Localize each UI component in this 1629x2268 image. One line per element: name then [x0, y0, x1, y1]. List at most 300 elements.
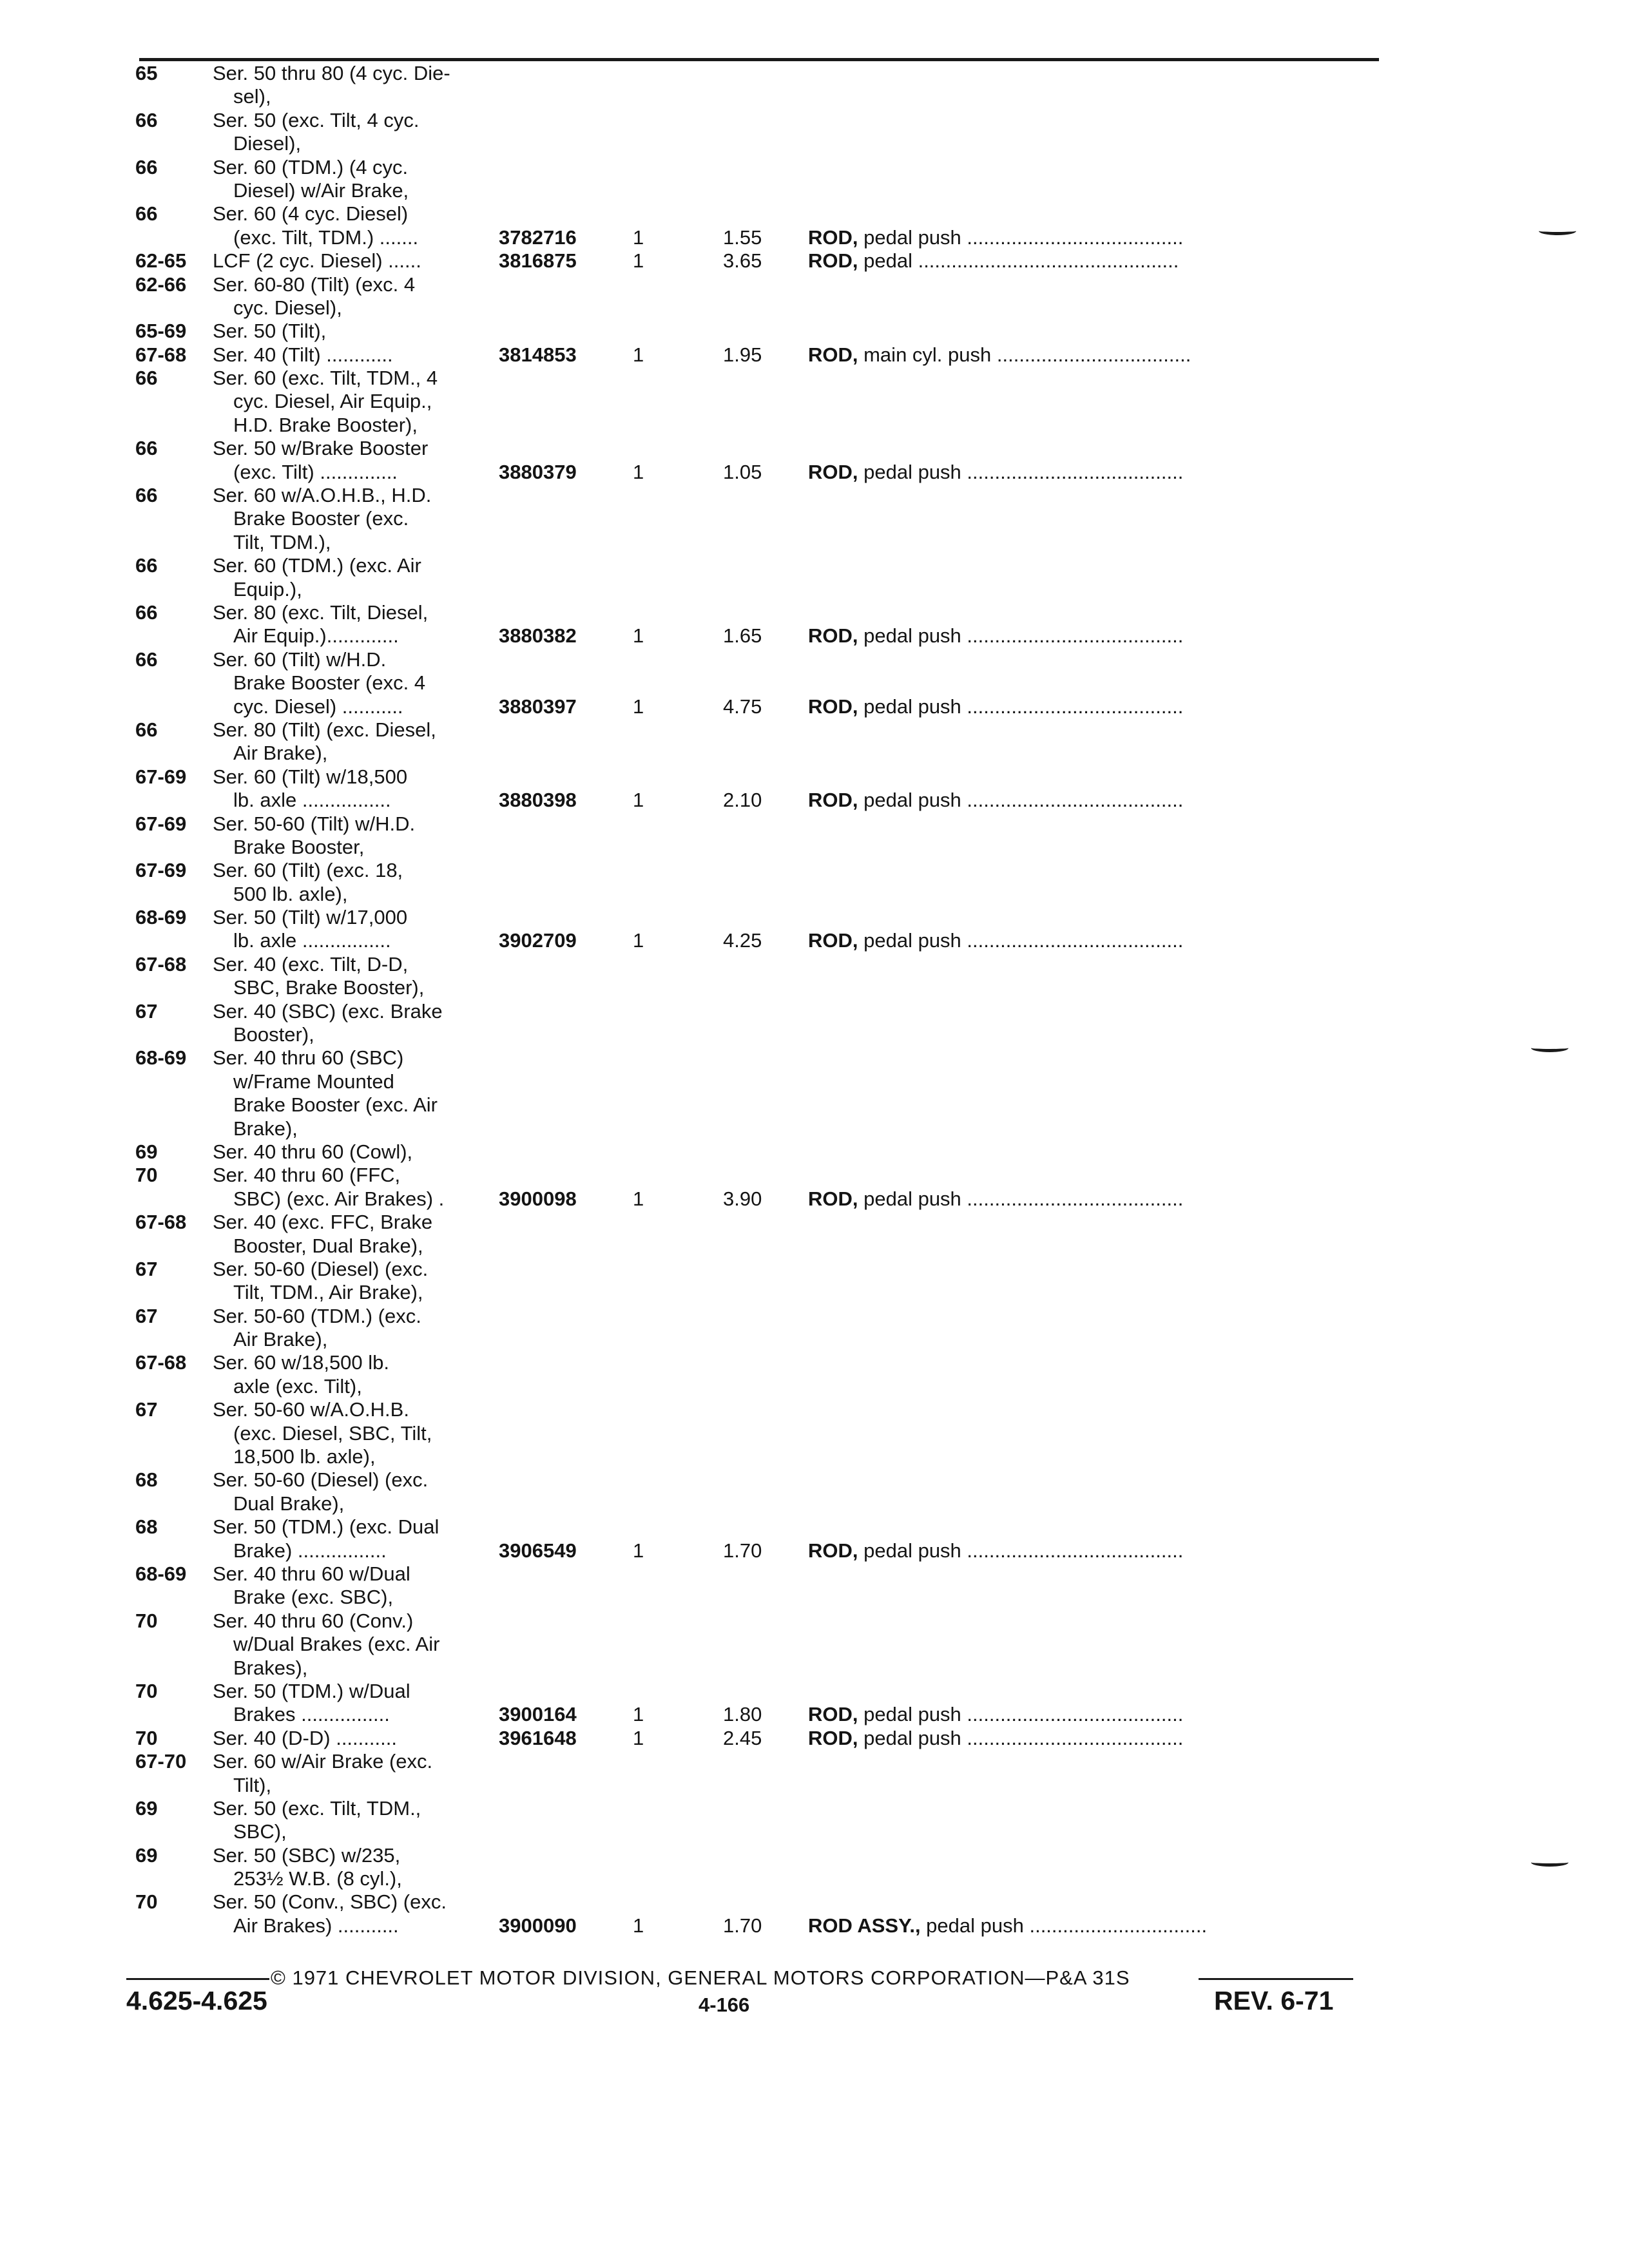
entry-line [135, 1774, 1424, 1797]
application-text: Ser. 50 (Tilt) w/17,000 [213, 906, 408, 929]
part-number: 3880397 [499, 695, 577, 718]
part-detail: main cyl. push ................................... [858, 343, 1191, 366]
application-text: (exc. Tilt, TDM.) ....... [233, 226, 419, 249]
part-type: ROD, [808, 1703, 858, 1726]
catalog-entry [135, 1844, 1424, 1891]
entry-line [135, 1375, 1424, 1398]
entry-line [135, 226, 1424, 249]
entry-line [135, 461, 1424, 484]
part-type: ROD, [808, 789, 858, 812]
catalog-entry [135, 1305, 1424, 1352]
copyright-line: © 1971 CHEVROLET MOTOR DIVISION, GENERAL MOTORS CORPORATION—P&A 31S [271, 1966, 1130, 1989]
quantity: 1 [633, 624, 644, 648]
list-price: 4.75 [723, 695, 762, 718]
part-detail: pedal push ....................................... [858, 695, 1184, 718]
quantity: 1 [633, 343, 644, 366]
part-type: ROD, [808, 624, 858, 648]
entry-line [135, 1703, 1424, 1726]
model-year: 66 [135, 367, 158, 390]
entry-line [135, 390, 1424, 413]
catalog-entry [135, 1398, 1424, 1468]
application-text: cyc. Diesel), [233, 296, 342, 319]
quantity: 1 [633, 789, 644, 812]
model-year: 67 [135, 999, 158, 1023]
entry-line [135, 132, 1424, 155]
entry-line [135, 1140, 1424, 1164]
part-type: ROD, [808, 1726, 858, 1749]
part-type: ROD, [808, 695, 858, 718]
part-description [808, 226, 1420, 249]
entry-line [135, 1398, 1424, 1421]
entry-line [135, 343, 1424, 367]
model-year: 69 [135, 1140, 158, 1163]
application-text: (exc. Tilt) .............. [233, 460, 398, 483]
part-number: 3880379 [499, 460, 577, 483]
application-text: Ser. 50-60 (Diesel) (exc. [213, 1257, 429, 1280]
model-year: 66 [135, 484, 158, 507]
entry-line [135, 1258, 1424, 1281]
part-description [808, 624, 1420, 648]
catalog-entry [135, 1211, 1424, 1258]
application-text: Equip.), [233, 577, 302, 601]
entry-line [135, 367, 1424, 390]
part-type: ROD, [808, 249, 858, 273]
entry-line [135, 1117, 1424, 1140]
catalog-entry [135, 1750, 1424, 1797]
entry-line [135, 85, 1424, 108]
model-year: 70 [135, 1164, 158, 1187]
entry-line [135, 812, 1424, 836]
entry-line [135, 1727, 1424, 1750]
catalog-entry [135, 906, 1424, 953]
entry-line [135, 1023, 1424, 1046]
part-type: ROD, [808, 1187, 858, 1210]
part-detail: pedal ............................................... [858, 249, 1179, 273]
catalog-entry [135, 859, 1424, 906]
catalog-entry [135, 437, 1424, 484]
entry-line [135, 1797, 1424, 1820]
model-year: 66 [135, 554, 158, 577]
entry-line [135, 1351, 1424, 1374]
application-text: Ser. 50-60 (TDM.) (exc. [213, 1304, 421, 1327]
model-year: 70 [135, 1679, 158, 1702]
application-text: Ser. 60 (TDM.) (4 cyc. [213, 155, 409, 178]
entry-line [135, 1328, 1424, 1351]
application-text: Ser. 60 w/18,500 lb. [213, 1351, 390, 1374]
model-year: 67-69 [135, 859, 187, 882]
entry-line [135, 953, 1424, 976]
model-year: 68-69 [135, 906, 187, 929]
entry-line [135, 718, 1424, 742]
application-text: cyc. Diesel) ........... [233, 695, 403, 718]
entry-line [135, 437, 1424, 460]
entry-line [135, 1539, 1424, 1562]
application-text: Ser. 50-60 (Diesel) (exc. [213, 1468, 429, 1492]
model-year: 68-69 [135, 1562, 187, 1585]
application-text: Tilt), [233, 1773, 272, 1796]
application-text: Ser. 80 (Tilt) (exc. Diesel, [213, 718, 436, 741]
model-year: 68 [135, 1515, 158, 1539]
list-price: 1.95 [723, 343, 762, 366]
footer-rule-left [126, 1978, 269, 1980]
part-number: 3900090 [499, 1914, 577, 1937]
model-year: 68-69 [135, 1046, 187, 1070]
application-text: Ser. 40 (Tilt) ............ [213, 343, 393, 366]
list-price: 1.70 [723, 1539, 762, 1562]
catalog-entry [135, 1046, 1424, 1140]
application-text: SBC) (exc. Air Brakes) . [233, 1187, 445, 1210]
application-text: lb. axle ................ [233, 789, 391, 812]
application-text: 500 lb. axle), [233, 882, 348, 905]
part-description [808, 1914, 1420, 1937]
entry-line [135, 484, 1424, 507]
model-year: 67-69 [135, 812, 187, 835]
parts-catalog [135, 62, 1424, 1937]
quantity: 1 [633, 929, 644, 952]
application-text: Ser. 50 thru 80 (4 cyc. Die- [213, 62, 450, 84]
model-year: 65-69 [135, 320, 187, 343]
application-text: Brakes ................ [233, 1703, 390, 1726]
part-description [808, 695, 1420, 718]
entry-line [135, 765, 1424, 789]
part-type: ROD, [808, 226, 858, 249]
list-price: 1.70 [723, 1914, 762, 1937]
quantity: 1 [633, 1914, 644, 1937]
entry-line [135, 1750, 1424, 1773]
list-price: 1.80 [723, 1703, 762, 1726]
binding-mark [1531, 1044, 1568, 1052]
application-text: Ser. 60 w/A.O.H.B., H.D. [213, 484, 432, 507]
entry-line [135, 1093, 1424, 1117]
part-type: ROD, [808, 929, 858, 952]
quantity: 1 [633, 226, 644, 249]
model-year: 67-68 [135, 1211, 187, 1234]
entry-line [135, 1000, 1424, 1023]
entry-line [135, 1610, 1424, 1633]
part-description [808, 789, 1420, 812]
application-text: (exc. Diesel, SBC, Tilt, [233, 1421, 432, 1445]
part-number: 3816875 [499, 249, 577, 273]
entry-line [135, 273, 1424, 296]
application-text: Air Brakes) ........... [233, 1914, 399, 1937]
part-description [808, 1727, 1420, 1750]
quantity: 1 [633, 1703, 644, 1726]
catalog-entry [135, 1727, 1424, 1750]
catalog-entry [135, 718, 1424, 765]
application-text: Brake Booster (exc. Air [233, 1093, 438, 1117]
entry-line [135, 1844, 1424, 1867]
top-rule [139, 58, 1379, 61]
application-text: Air Brake), [233, 742, 328, 765]
model-year: 70 [135, 1890, 158, 1914]
application-text: Ser. 60 (TDM.) (exc. Air [213, 554, 421, 577]
catalog-entry [135, 484, 1424, 554]
quantity: 1 [633, 249, 644, 273]
model-year: 67-68 [135, 1351, 187, 1374]
application-text: Ser. 50 (Tilt), [213, 320, 327, 343]
application-text: H.D. Brake Booster), [233, 413, 418, 436]
application-text: Ser. 50 (TDM.) (exc. Dual [213, 1515, 439, 1539]
entry-line [135, 414, 1424, 437]
application-text: Ser. 50 (exc. Tilt, TDM., [213, 1796, 421, 1820]
catalog-entry [135, 156, 1424, 203]
entry-line [135, 1914, 1424, 1937]
entry-line [135, 1680, 1424, 1703]
application-text: Ser. 80 (exc. Tilt, Diesel, [213, 601, 429, 624]
application-text: Ser. 60 (exc. Tilt, TDM., 4 [213, 367, 438, 390]
catalog-entry [135, 343, 1424, 367]
entry-line [135, 249, 1424, 273]
entry-line [135, 179, 1424, 202]
part-detail: pedal push ....................................... [858, 1539, 1184, 1562]
model-year: 67-68 [135, 952, 187, 975]
part-number: 3880382 [499, 624, 577, 648]
list-price: 3.65 [723, 249, 762, 273]
application-text: Booster, Dual Brake), [233, 1234, 423, 1257]
entry-line [135, 1867, 1424, 1890]
quantity: 1 [633, 1539, 644, 1562]
catalog-entry [135, 1890, 1424, 1937]
catalog-entry [135, 1562, 1424, 1610]
part-detail: pedal push ....................................... [858, 1703, 1184, 1726]
part-type: ROD ASSY., [808, 1914, 921, 1937]
catalog-entry [135, 202, 1424, 249]
part-description [808, 1703, 1420, 1726]
application-text: Ser. 50 (Conv., SBC) (exc. [213, 1890, 447, 1914]
model-year: 67-69 [135, 765, 187, 788]
application-text: 253½ W.B. (8 cyl.), [233, 1867, 402, 1890]
application-text: LCF (2 cyc. Diesel) ...... [213, 249, 421, 273]
part-number: 3900098 [499, 1187, 577, 1210]
model-year: 65 [135, 62, 158, 84]
page-number: 4-166 [699, 1994, 750, 2016]
catalog-entry [135, 1680, 1424, 1727]
catalog-entry [135, 601, 1424, 648]
entry-line [135, 1820, 1424, 1843]
model-year: 66 [135, 601, 158, 624]
application-text: Ser. 60-80 (Tilt) (exc. 4 [213, 273, 416, 296]
model-year: 66 [135, 718, 158, 741]
application-text: 18,500 lb. axle), [233, 1445, 376, 1468]
catalog-reference: 4.625-4.625 [126, 1986, 267, 2015]
application-text: Booster), [233, 1023, 314, 1046]
list-price: 3.90 [723, 1187, 762, 1210]
part-type: ROD, [808, 343, 858, 366]
catalog-entry [135, 648, 1424, 718]
part-number: 3782716 [499, 226, 577, 249]
entry-line [135, 859, 1424, 882]
entry-line [135, 883, 1424, 906]
entry-line [135, 62, 1424, 85]
entry-line [135, 1305, 1424, 1328]
application-text: Ser. 40 thru 60 w/Dual [213, 1562, 410, 1585]
entry-line [135, 1046, 1424, 1070]
model-year: 62-65 [135, 249, 187, 273]
entry-line [135, 1445, 1424, 1468]
part-detail: pedal push ....................................... [858, 460, 1184, 483]
catalog-entry [135, 109, 1424, 156]
entry-line [135, 1211, 1424, 1234]
entry-line [135, 578, 1424, 601]
application-text: Brake), [233, 1117, 298, 1140]
catalog-entry [135, 953, 1424, 1000]
application-text: Tilt, TDM.), [233, 530, 331, 553]
entry-line [135, 507, 1424, 530]
application-text: Tilt, TDM., Air Brake), [233, 1281, 423, 1304]
application-text: Brake (exc. SBC), [233, 1586, 394, 1609]
list-price: 4.25 [723, 929, 762, 952]
application-text: Ser. 40 thru 60 (Cowl), [213, 1140, 413, 1163]
catalog-entry [135, 367, 1424, 437]
application-text: Ser. 40 thru 60 (Conv.) [213, 1609, 414, 1632]
application-text: axle (exc. Tilt), [233, 1374, 362, 1398]
entry-line [135, 156, 1424, 179]
quantity: 1 [633, 1726, 644, 1749]
entry-line [135, 742, 1424, 765]
entry-line [135, 1515, 1424, 1539]
entry-line [135, 695, 1424, 718]
application-text: Brake Booster, [233, 835, 365, 858]
model-year: 67 [135, 1398, 158, 1421]
application-text: Air Brake), [233, 1328, 328, 1351]
list-price: 1.05 [723, 460, 762, 483]
application-text: Ser. 60 w/Air Brake (exc. [213, 1750, 433, 1773]
catalog-entry [135, 554, 1424, 601]
entry-line [135, 836, 1424, 859]
application-text: Ser. 50-60 (Tilt) w/H.D. [213, 812, 416, 835]
application-text: Ser. 40 (SBC) (exc. Brake [213, 999, 443, 1023]
part-description [808, 929, 1420, 952]
application-text: Brake) ................ [233, 1539, 387, 1562]
part-number: 3880398 [499, 789, 577, 812]
catalog-entry [135, 1797, 1424, 1844]
part-detail: pedal push ....................................... [858, 226, 1184, 249]
application-text: Ser. 40 (D-D) ........... [213, 1726, 397, 1749]
list-price: 1.65 [723, 624, 762, 648]
part-description [808, 249, 1420, 273]
part-detail: pedal push ....................................... [858, 789, 1184, 812]
application-text: Ser. 60 (4 cyc. Diesel) [213, 202, 409, 226]
entry-line [135, 202, 1424, 226]
model-year: 68 [135, 1468, 158, 1492]
quantity: 1 [633, 1187, 644, 1210]
application-text: Brake Booster (exc. 4 [233, 671, 426, 695]
part-description [808, 343, 1420, 367]
entry-line [135, 1657, 1424, 1680]
entry-line [135, 1586, 1424, 1609]
quantity: 1 [633, 695, 644, 718]
entry-line [135, 296, 1424, 320]
catalog-entry [135, 273, 1424, 320]
catalog-entry [135, 1258, 1424, 1305]
application-text: Ser. 40 thru 60 (SBC) [213, 1046, 404, 1070]
part-detail: pedal push ....................................... [858, 624, 1184, 648]
application-text: Ser. 60 (Tilt) w/H.D. [213, 648, 387, 671]
entry-line [135, 531, 1424, 554]
model-year: 66 [135, 202, 158, 226]
entry-line [135, 554, 1424, 577]
model-year: 66 [135, 108, 158, 131]
entry-line [135, 1187, 1424, 1211]
entry-line [135, 109, 1424, 132]
part-type: ROD, [808, 1539, 858, 1562]
application-text: cyc. Diesel, Air Equip., [233, 390, 432, 413]
entry-line [135, 624, 1424, 648]
catalog-entry [135, 1610, 1424, 1680]
application-text: w/Frame Mounted [233, 1070, 394, 1093]
entry-line [135, 1281, 1424, 1304]
entry-line [135, 929, 1424, 952]
entry-line [135, 320, 1424, 343]
list-price: 2.10 [723, 789, 762, 812]
application-text: Diesel), [233, 132, 302, 155]
part-description [808, 1539, 1420, 1562]
entry-line [135, 1562, 1424, 1586]
entry-line [135, 1468, 1424, 1492]
entry-line [135, 671, 1424, 695]
catalog-entry [135, 1140, 1424, 1164]
application-text: Ser. 50-60 w/A.O.H.B. [213, 1398, 409, 1421]
catalog-entry [135, 1000, 1424, 1047]
application-text: Brakes), [233, 1656, 308, 1679]
model-year: 66 [135, 155, 158, 178]
model-year: 69 [135, 1843, 158, 1867]
application-text: Air Equip.)............. [233, 624, 399, 648]
entry-line [135, 601, 1424, 624]
part-detail: pedal push ....................................... [858, 1187, 1184, 1210]
part-detail: pedal push ................................ [920, 1914, 1208, 1937]
catalog-entry [135, 1468, 1424, 1515]
application-text: Ser. 40 thru 60 (FFC, [213, 1164, 401, 1187]
binding-mark [1539, 227, 1576, 235]
application-text: Dual Brake), [233, 1492, 345, 1515]
entry-line [135, 1890, 1424, 1914]
application-text: Diesel) w/Air Brake, [233, 178, 409, 202]
model-year: 62-66 [135, 273, 187, 296]
model-year: 70 [135, 1726, 158, 1749]
catalog-entry [135, 1515, 1424, 1562]
application-text: Ser. 50 (exc. Tilt, 4 cyc. [213, 108, 419, 131]
part-detail: pedal push ....................................... [858, 929, 1184, 952]
part-number: 3900164 [499, 1703, 577, 1726]
entry-line [135, 648, 1424, 671]
entry-line [135, 906, 1424, 929]
application-text: Brake Booster (exc. [233, 507, 409, 530]
part-description [808, 461, 1420, 484]
part-number: 3814853 [499, 343, 577, 366]
footer-rule-right [1199, 1978, 1353, 1980]
model-year: 67 [135, 1304, 158, 1327]
entry-line [135, 1070, 1424, 1093]
binding-mark [1531, 1858, 1568, 1867]
application-text: Ser. 50 (SBC) w/235, [213, 1843, 401, 1867]
application-text: Ser. 60 (Tilt) w/18,500 [213, 765, 408, 788]
model-year: 67 [135, 1257, 158, 1280]
entry-line [135, 1164, 1424, 1187]
application-text: Ser. 60 (Tilt) (exc. 18, [213, 859, 403, 882]
model-year: 66 [135, 648, 158, 671]
application-text: lb. axle ................ [233, 929, 391, 952]
part-number: 3902709 [499, 929, 577, 952]
catalog-entry [135, 320, 1424, 343]
catalog-entry [135, 62, 1424, 109]
catalog-entry [135, 249, 1424, 273]
entry-line [135, 1422, 1424, 1445]
model-year: 67-70 [135, 1750, 187, 1773]
list-price: 2.45 [723, 1726, 762, 1749]
part-number: 3906549 [499, 1539, 577, 1562]
model-year: 69 [135, 1796, 158, 1820]
